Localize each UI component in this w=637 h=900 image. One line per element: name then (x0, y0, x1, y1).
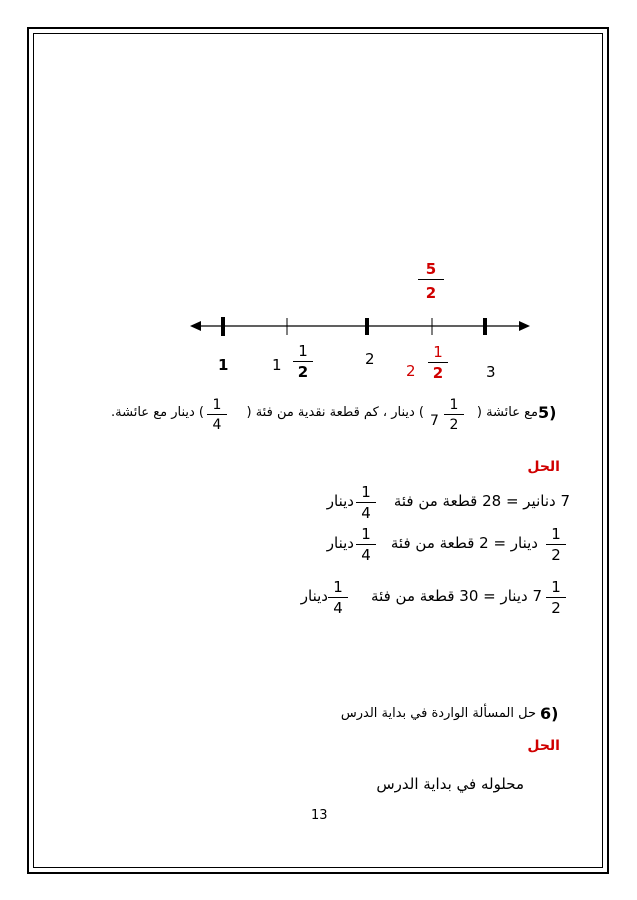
solution5-line2-text: دينار = 2 قطعة من فئة (390, 534, 538, 552)
solution5-line2-fraction1: $\frac{1}{2}$ (546, 527, 566, 563)
solution6-title: الحل (527, 738, 560, 754)
problem6-text: حل المسألة الواردة في بداية الدرس (340, 706, 536, 721)
solution5-line1-fraction: $\frac{1}{4}$ (356, 485, 376, 521)
label-3: 3 (486, 363, 496, 381)
solution5-line3-text: 7 دينار = 30 قطعة من فئة (371, 587, 542, 605)
problem6-number: 6) (540, 704, 559, 723)
solution5-line3-fraction1: $\frac{1}{2}$ (546, 580, 566, 616)
problem5-text-a: مع عائشة ( (476, 405, 538, 420)
solution5-line2-fraction2: $\frac{1}{4}$ (356, 527, 376, 563)
label-2-half-whole: 2 (406, 362, 416, 380)
solution5-line2-unit: دينار (326, 534, 354, 552)
solution5-title: الحل (527, 459, 560, 475)
arrow-left-icon (190, 321, 201, 331)
label-2-half-fraction: $\frac{1}{2}$ (428, 345, 448, 381)
problem5-coin-fraction: $\frac{1}{4}$ (207, 398, 227, 432)
page-number: 13 (311, 808, 328, 823)
problem5-mixed-whole: 7 (430, 413, 439, 429)
label-1-half-fraction: $\frac{1}{2}$ (293, 344, 313, 382)
solution5-line3-fraction2: $\frac{1}{4}$ (328, 580, 348, 616)
solution5-line3-unit: دينار (300, 587, 328, 605)
problem5-number: 5) (538, 403, 557, 422)
marker-fraction: $\frac{5}{2}$ (418, 262, 444, 301)
solution5-line1-unit: دينار (326, 492, 354, 510)
problem5-text-b: ) دينار ، كم قطعة نقدية من فئة ( (246, 405, 424, 420)
label-1: 1 (218, 356, 229, 374)
problem5-text-c: ) دينار مع عائشة. (111, 405, 204, 420)
arrow-right-icon (519, 321, 530, 331)
label-2: 2 (365, 350, 375, 368)
label-1-half-whole: 1 (272, 356, 282, 374)
problem5-mixed-fraction: $\frac{1}{2}$ (444, 398, 464, 442)
solution6-answer: محلوله في بداية الدرس (376, 775, 524, 793)
solution5-line1-text: 7 دنانير = 28 قطعة من فئة (393, 492, 570, 510)
